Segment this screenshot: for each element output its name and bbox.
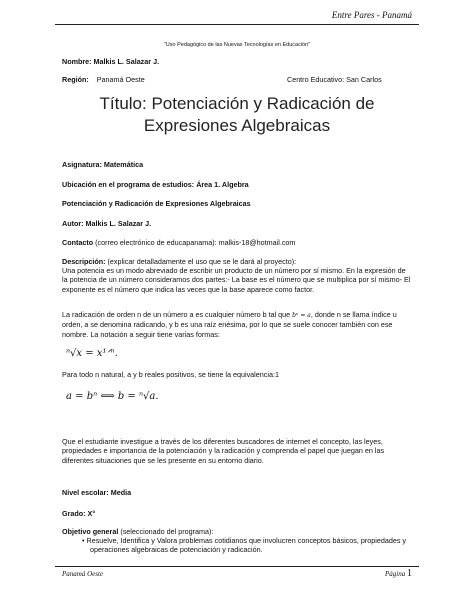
header-right-text: Entre Pares - Panamá (331, 10, 412, 20)
paragraph-radicacion (62, 310, 412, 339)
radicacion-text-a: La radicación de orden n de un número a es cualquier número b tal que (62, 310, 293, 319)
paragraph-potencia: Una potencia es un modo abreviado de escribir un producto de un número por sí mismo. En la expresión de la potencia de un número consideramos dos partes:- La base es el número que se multiplica por sí mismo- El exponente es el número que indica las veces que la base aparece como factor. (62, 266, 411, 294)
contacto-line (62, 238, 412, 247)
region-value: Panamá Oeste (96, 75, 145, 84)
inline-formula: bⁿ = a (292, 312, 311, 319)
title-line-2: Expresiones Algebraicas (143, 116, 331, 135)
objetivo-general-line (62, 527, 412, 536)
objetivo-value: (seleccionado del programa): (118, 527, 214, 536)
objetivo-label: Objetivo general (62, 527, 119, 536)
paragraph-objetivo: Que el estudiante investigue a través de los diferentes buscadores de internet el concepto, las leyes, propiedades e importancia de la potenciación y la radicación y comprenda el papel que juegan en las diferentes situaciones que se les presente en su entorno diario. (62, 437, 385, 465)
descripcion-line (62, 257, 412, 266)
footer-page-number: 1 (407, 568, 412, 579)
descripcion-label: Descripción: (62, 257, 106, 266)
autor-line: Autor: Malkis L. Salazar J. (62, 219, 152, 228)
title-line-1: Título: Potenciación y Radicación de (99, 94, 375, 113)
region-line (62, 75, 412, 84)
nombre-line: Nombre: Malkis L. Salazar J. (62, 57, 160, 66)
ubicacion-line: Ubicación en el programa de estudios: Área 1. Algebra (62, 180, 249, 189)
radicacion-text-b: , donde n se llama índice u orden, a se denomina radicando, y b es una raíz enésima, por lo que se suele conocer también con ese nombre. La notación a seguir tiene varias formas: (62, 310, 397, 339)
formula-equivalence: a = bⁿ ⟺ b = ⁿ√a. (66, 391, 159, 402)
asignatura-line: Asignatura: Matemática (62, 160, 144, 169)
header-subtitle: "Uso Pedagógico de las Nuevas Tecnologías en Educación" (163, 42, 311, 48)
footer-divider (55, 566, 419, 567)
region-label: Región: (62, 75, 89, 84)
grado-line: Grado: X° (62, 509, 96, 518)
header-divider (55, 24, 419, 25)
paragraph-equivalencia: Para todo n natural, a y b reales positivos, se tiene la equivalencia:1 (62, 370, 279, 379)
bullet-item: • Resuelve, Identifica y Valora problemas cotidianos que involucren conceptos básicos, propiedades y operaciones algebraicas de potenciación y radicación. (82, 536, 407, 555)
tema-line: Potenciación y Radicación de Expresiones Algebraicas (62, 199, 251, 208)
formula-root-notation: ⁿ√x = x¹ᐟⁿ. (66, 348, 118, 359)
footer-page (385, 568, 412, 579)
contacto-label: Contacto (62, 238, 94, 247)
footer-left-text: Panamá Oeste (62, 570, 104, 578)
centro-educativo: Centro Educativo: San Carlos (287, 75, 382, 84)
nivel-line: Nivel escolar: Media (62, 488, 132, 497)
contacto-value: (correo electrónico de educapanama): malkis-18@hotmail.com (93, 238, 296, 247)
page-title (40, 93, 434, 137)
footer-page-label: Página (385, 570, 407, 578)
descripcion-value: (explicar detalladamente el uso que se le dará al proyecto): (105, 257, 297, 266)
